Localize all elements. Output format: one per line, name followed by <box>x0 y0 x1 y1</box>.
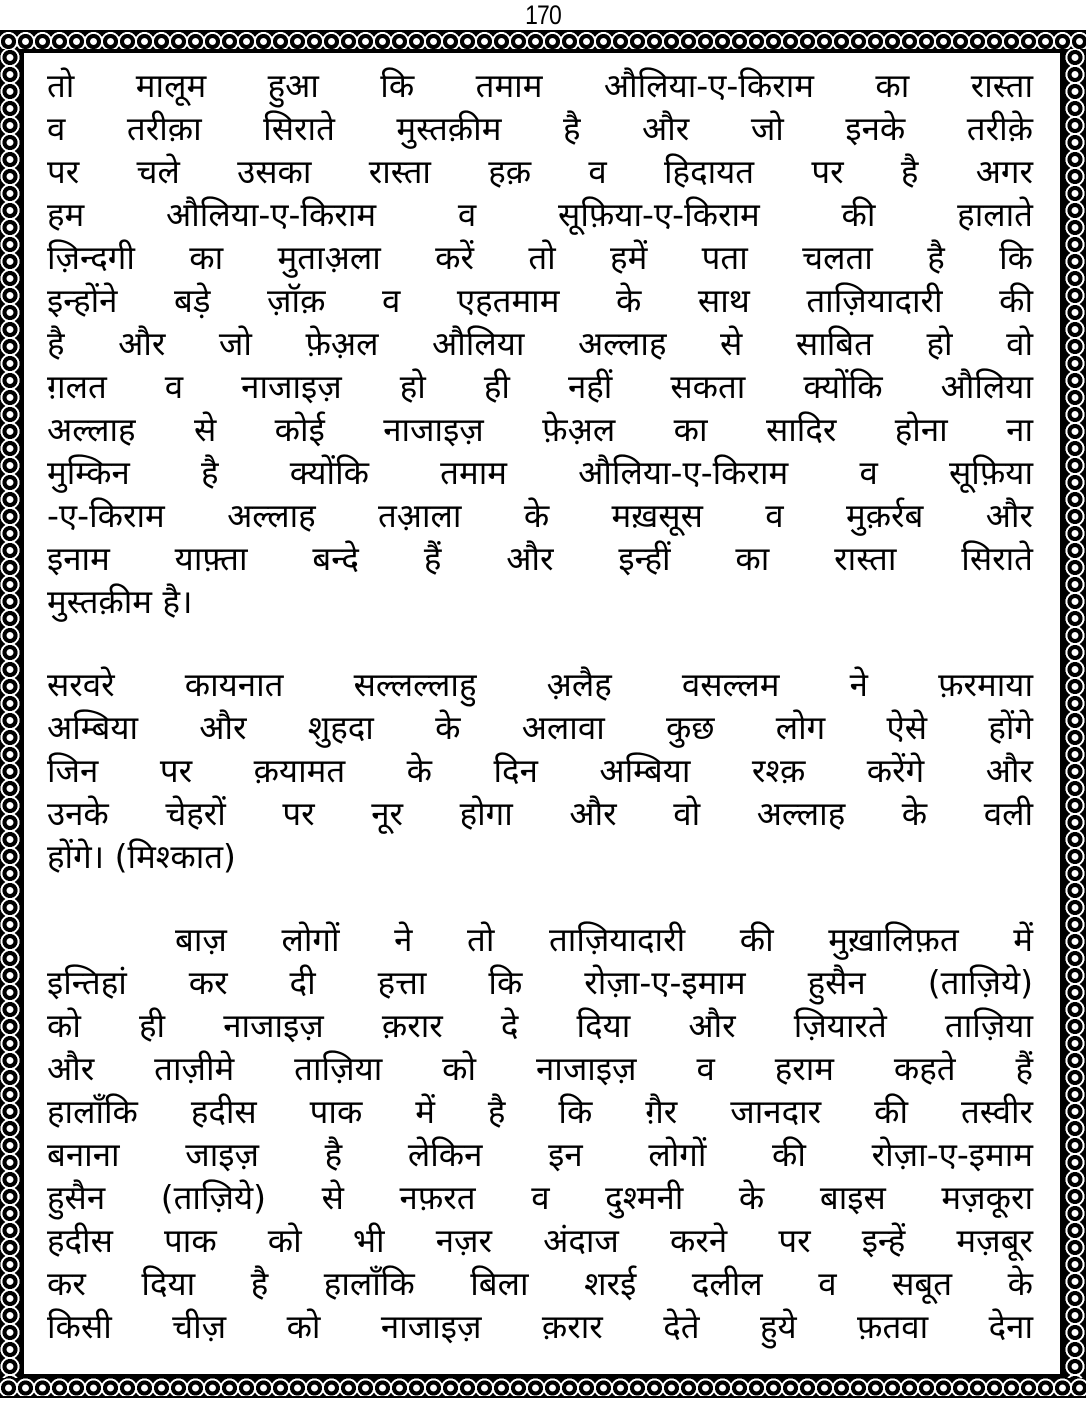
text-line: इन्होंने बड़े ज़ॉक़ व एहतमाम के साथ ताज़ियादारी की <box>47 281 1033 320</box>
text-line: हम औलिया-ए-किराम व सूफ़िया-ए-किराम की हालाते <box>47 195 1033 234</box>
text-line: जिन पर क़यामत के दिन अम्बिया रश्क़ करेंगे और <box>47 751 1033 790</box>
text-line: हालाँकि हदीस पाक में है कि ग़ैर जानदार की तस्वीर <box>47 1092 1033 1131</box>
text-line: बाज़ लोगों ने तो ताज़ियादारी की मुख़ालिफ़त में <box>175 920 1033 959</box>
text-line: मुम्किन है क्योंकि तमाम औलिया-ए-किराम व सूफ़िया <box>47 453 1033 492</box>
paragraph-spacer <box>47 878 1033 918</box>
text-line: मुस्तक़ीम है। <box>47 582 193 621</box>
text-line: अल्लाह से कोई नाजाइज़ फ़ेअ़ल का सादिर होना ना <box>47 410 1033 449</box>
text-line: बनाना जाइज़ है लेकिन इन लोगों की रोज़ा-ए-इमाम <box>47 1135 1033 1174</box>
star-chain-border-top <box>0 30 1086 49</box>
star-chain-border-left <box>0 49 20 1378</box>
text-line: इन्तिहां कर दी हत्ता कि रोज़ा-ए-इमाम हुसैन (ताज़िये) <box>47 963 1033 1002</box>
text-line: है और जो फ़ेअ़ल औलिया अल्लाह से साबित हो वो <box>47 324 1033 363</box>
paragraph-3 <box>47 918 1033 1348</box>
text-line: पर चले उसका रास्ता हक़ व हिदायत पर है अगर <box>47 152 1033 191</box>
star-chain-border-bottom <box>0 1378 1086 1398</box>
text-line: व तरीक़ा सिराते मुस्तक़ीम है और जो इनके तरीक़े <box>47 109 1033 148</box>
paragraph-1 <box>47 64 1033 623</box>
text-line: हदीस पाक को भी नज़र अंदाज करने पर इन्हें मज़बूर <box>47 1221 1033 1260</box>
text-line: होंगे। (मिश्कात) <box>47 837 236 876</box>
text-line: किसी चीज़ को नाजाइज़ क़रार देते हुये फ़तवा देना <box>47 1307 1033 1346</box>
page-number: 170 <box>525 0 561 30</box>
text-line: कर दिया है हालाँकि बिला शरई दलील व सबूत के <box>47 1264 1033 1303</box>
text-line: हुसैन (ताज़िये) से नफ़रत व दुश्मनी के बाइस मज़कूरा <box>47 1178 1033 1217</box>
text-line: उनके चेहरों पर नूर होगा और वो अल्लाह के वली <box>47 794 1033 833</box>
page-body <box>47 64 1033 1348</box>
text-line: ग़लत व नाजाइज़ हो ही नहीं सकता क्योंकि औलिया <box>47 367 1033 406</box>
text-line: सरवरे कायनात सल्लल्लाहु अ़लैह वसल्लम ने फ़रमाया <box>47 665 1033 704</box>
text-line: को ही नाजाइज़ क़रार दे दिया और ज़ियारते ताज़िया <box>47 1006 1033 1045</box>
paragraph-2 <box>47 663 1033 878</box>
text-line: अम्बिया और शुहदा के अलावा कुछ लोग ऐसे होंगे <box>47 708 1033 747</box>
text-line: ज़िन्दगी का मुताअ़ला करें तो हमें पता चलता है कि <box>47 238 1033 277</box>
text-line: और ताज़ीमे ताज़िया को नाजाइज़ व हराम कहते हैं <box>47 1049 1033 1088</box>
star-chain-border-right <box>1064 49 1086 1378</box>
text-line: -ए-किराम अल्लाह तआ़ला के मख़सूस व मुक़र्रब और <box>47 496 1033 535</box>
text-line: तो मालूम हुआ कि तमाम औलिया-ए-किराम का रास्ता <box>47 66 1033 105</box>
paragraph-spacer <box>47 623 1033 663</box>
text-line: इनाम याफ़्ता बन्दे हैं और इन्हीं का रास्ता सिराते <box>47 539 1033 578</box>
